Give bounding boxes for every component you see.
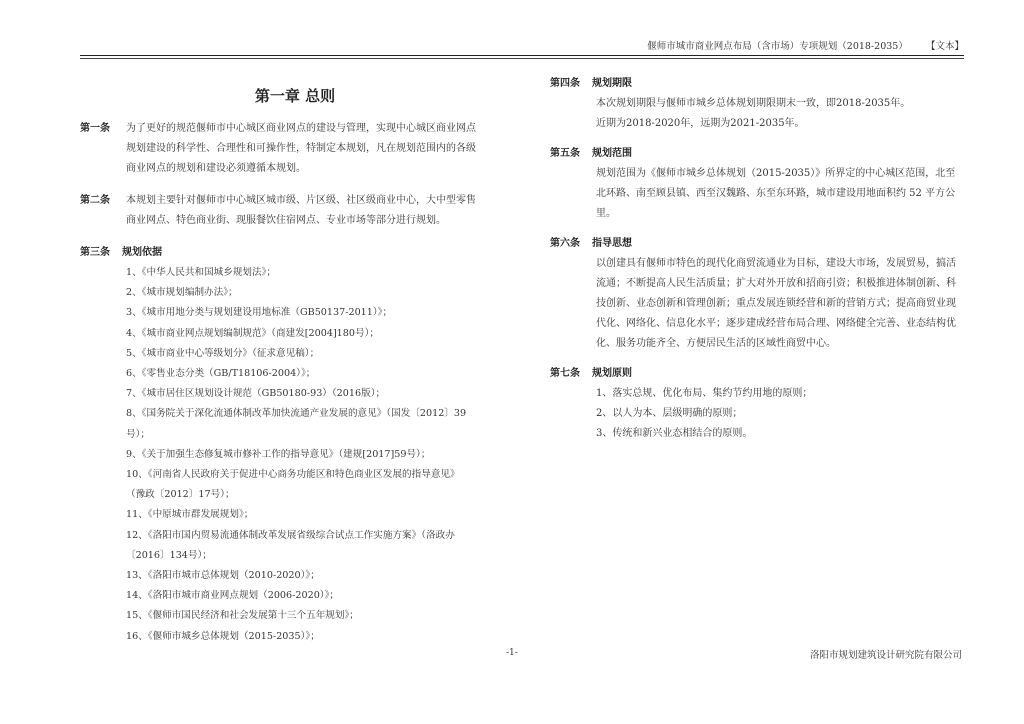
article-7-title: 规划原则: [592, 368, 632, 379]
article-2-label: 第二条: [80, 195, 110, 206]
basis-item-continued: （豫政〔2012〕17号）；: [126, 489, 235, 501]
basis-item: 5、《城市商业中心等级划分》（征求意见稿）；: [126, 347, 320, 359]
basis-item: 14、《洛阳市城市商业网点规划（2006-2020）》；: [126, 590, 339, 602]
article-7-heading: [550, 364, 970, 384]
article-6-body: [596, 254, 970, 354]
article-1: [80, 119, 510, 179]
basis-item: 15、《偃师市国民经济和社会发展第十三个五年规划》；: [126, 610, 359, 622]
article-5-label: 第五条: [550, 148, 580, 159]
article-2: [80, 191, 510, 231]
header-rule-thick: [80, 55, 964, 56]
right-column: [550, 66, 970, 444]
article-1-label: 第一条: [80, 123, 110, 134]
article-5-body: [596, 164, 970, 224]
footer-organization: 洛阳市规划建筑设计研究院有限公司: [809, 650, 962, 661]
article-3-label: 第三条: [80, 247, 110, 258]
article-2-line: 本规划主要针对偃师市中心城区城市级、片区级、社区级商业中心，大中型零售: [126, 195, 476, 206]
article-4-line: 近期为2018-2020年，远期为2021-2035年。: [596, 118, 805, 129]
article-6: [550, 234, 970, 354]
article-3-heading: [80, 243, 510, 263]
article-7-label: 第七条: [550, 368, 580, 379]
article-6-label: 第六条: [550, 238, 580, 249]
article-6-line: 技创新、业态创新和管理创新；重点发展连锁经营和新的营销方式；提高商贸业现: [596, 298, 956, 309]
article-3: [80, 243, 510, 647]
article-4-line: 本次规划期限与偃师市城乡总体规划期限期末一致，即2018-2035年。: [596, 98, 911, 109]
running-header: [647, 38, 964, 52]
article-6-line: 流通；不断提高人民生活质量；扩大对外开放和招商引资；积极推进体制创新、科: [596, 278, 956, 289]
article-5-heading: [550, 144, 970, 164]
header-rule-thin: [80, 58, 964, 59]
article-4-heading: [550, 74, 970, 94]
page-number: -1-: [506, 648, 518, 658]
article-6-line: 代化、网络化、信息化水平；逐步建成经营布局合理、网络健全完善、业态结构优: [596, 318, 956, 329]
basis-item: 6、《零售业态分类（GB/T18106-2004）》；: [126, 368, 316, 380]
basis-item: 8、《国务院关于深化流通体制改革加快流通产业发展的意见》（国发〔2012〕39: [126, 408, 467, 420]
basis-item: 11、《中原城市群发展规划》；: [126, 509, 254, 521]
article-1-body: [126, 119, 510, 179]
article-5-title: 规划范围: [592, 148, 632, 159]
article-4: [550, 74, 970, 134]
article-1-line: 为了更好的规范偃师市中心城区商业网点的建设与管理，实现中心城区商业网点: [126, 123, 476, 134]
principle-item: 2、以人为本、层级明确的原则；: [596, 408, 743, 419]
chapter-title: 第一章 总则: [254, 87, 336, 105]
article-4-label: 第四条: [550, 78, 580, 89]
basis-item: 16、《偃师市城乡总体规划（2015-2035）》；: [126, 630, 320, 642]
article-6-line: 化、服务功能齐全、方便居民生活的区域性商贸中心。: [596, 338, 836, 349]
article-4-body: [596, 94, 970, 134]
article-5-line: 规划范围为《偃师市城乡总体规划（2015-2035）》所界定的中心城区范围，北至: [596, 168, 956, 179]
article-1-line: 商业网点的规划和建设必须遵循本规划。: [126, 163, 306, 174]
article-3-title: 规划依据: [122, 247, 162, 258]
basis-item: 13、《洛阳市城市总体规划（2010-2020）》；: [126, 570, 320, 582]
basis-item: 12、《洛阳市国内贸易流通体制改革发展省级综合试点工作实施方案》（洛政办: [126, 529, 455, 541]
principle-item: 1、落实总规、优化布局、集约节约用地的原则；: [596, 388, 813, 399]
article-6-heading: [550, 234, 970, 254]
article-2-body: [126, 191, 510, 231]
left-column: [80, 66, 510, 647]
article-2-line: 商业网点、特色商业街、现服餐饮住宿网点、专业市场等部分进行规划。: [126, 215, 446, 226]
article-7: [550, 364, 970, 444]
article-6-title: 指导思想: [592, 238, 632, 249]
basis-item: 1、《中华人民共和国城乡规划法》；: [126, 267, 277, 278]
header-section-tag: 【文本】: [925, 41, 964, 52]
basis-item: 3、《城市用地分类与规划建设用地标准（GB50137-2011）》；: [126, 307, 393, 319]
principle-item: 3、传统和新兴业态相结合的原则。: [596, 428, 753, 439]
basis-item: 9、《关于加强生态修复城市修补工作的指导意见》（建规[2017]59号）；: [126, 448, 431, 460]
basis-item: 2、《城市规划编制办法》；: [126, 287, 238, 299]
basis-item-continued: 〔2016〕134号）；: [126, 549, 212, 561]
article-5: [550, 144, 970, 224]
basis-item: 7、《城市居住区规划设计规范（GB50180-93）（2016版）；: [126, 388, 386, 400]
basis-item-continued: 号）；: [126, 428, 150, 440]
article-6-line: 以创建具有偃师市特色的现代化商贸流通业为目标，建设大市场，发展贸易，搞活: [596, 258, 956, 269]
article-5-line: 里。: [596, 208, 616, 219]
article-7-body: [596, 384, 970, 444]
basis-item: 4、《城市商业网点规划编制规范》（商建发[2004]180号）；: [126, 327, 379, 339]
article-1-line: 规划建设的科学性、合理性和可操作性，特制定本规划，凡在规划范围内的各级: [126, 143, 476, 154]
article-4-title: 规划期限: [592, 78, 632, 89]
header-doc-title: 偃师市城市商业网点布局（含市场）专项规划（2018-2035）: [647, 41, 908, 52]
article-5-line: 北环路、南至顾县镇、西至汉魏路、东至东环路，城市建设用地面积约 52 平方公: [596, 188, 956, 199]
basis-item: 10、《河南省人民政府关于促进中心商务功能区和特色商业区发展的指导意见》: [126, 469, 460, 481]
